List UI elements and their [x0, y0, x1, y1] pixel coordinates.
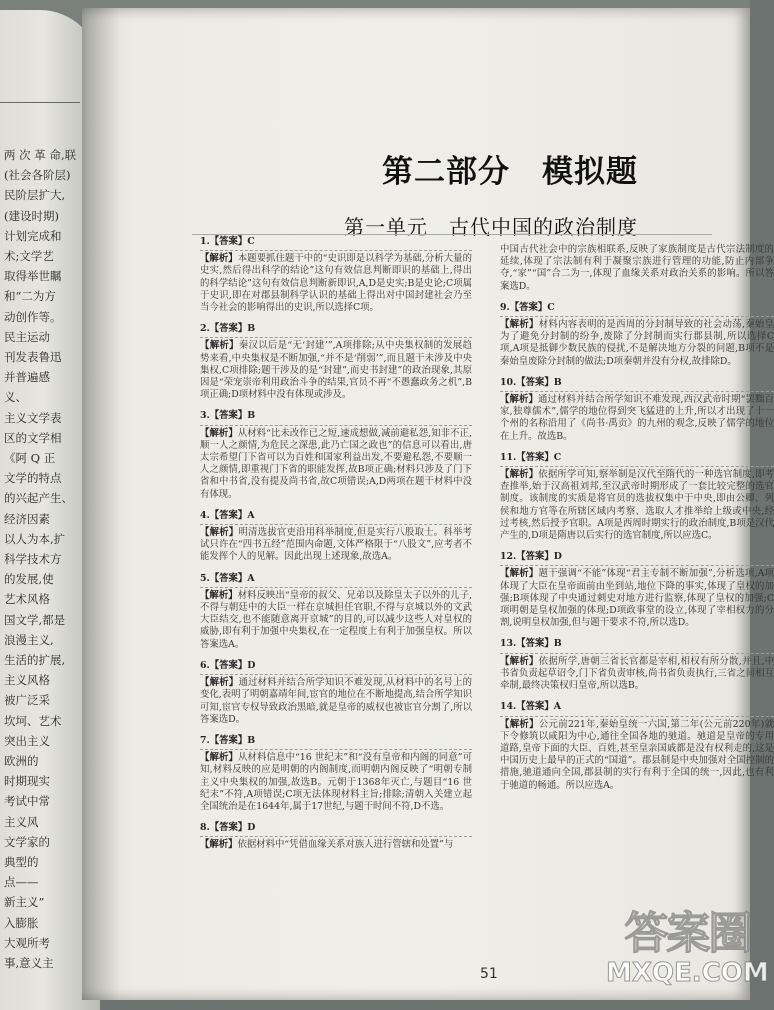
adjacent-page-text: 和“二为方	[4, 289, 56, 304]
analysis-text: 通过材料并结合所学知识不难发现,从材料中的名号上的变化,表明了明朝嘉靖年间,宦官的地位在不断地提高,结合所学知识可知,宦官专权导致政治黑暗,就是皇帝的威权也被宦官分割了,所以答案选D。	[200, 677, 472, 725]
analysis-text: 从材料“比未改作已之短,速成想做,减前避私怨,知非不正,顺一人之颜情,为危民之深患,此乃亡国之政也”的信息可以看出,唐太宗希望门下省可以为百姓和国家利益出发,不要避私怨,不要顺一人之颜情,即重视门下省的职能发挥,故B项正确;材料只涉及了门下省和中书省,没有提及尚书省,故C项错误;A,D两项在题干材料中没有体现。	[200, 427, 472, 500]
adjacent-page-text: (社会各阶层)	[4, 168, 71, 183]
book-page	[82, 8, 774, 1000]
adjacent-page-text: 典型的	[4, 855, 39, 869]
analysis-label: 【解析】	[200, 677, 239, 689]
adjacent-page-text: 生活的扩展,	[4, 653, 66, 667]
answer-key: 7.【答案】B	[200, 735, 472, 750]
adjacent-page-text: 欧洲的	[4, 754, 39, 768]
analysis-text: 从材料信息中“16 世纪末”和“没有皇帝和内阁的同意”可知,材料反映的应是明朝的内阁制度,而明朝内阁反映了“明朝专制主义中央集权的加强,故选B。元朝于1368年灭亡,与题目“16 世纪末”不符,A项错误;C项无法体现材料主旨;排除;清朝入关建立起全国统治是在1644年,属于17世纪,与题干时间不符,D不选。	[200, 752, 472, 812]
adjacent-page-text: 科学技术方	[4, 552, 62, 566]
answer-key: 9.【答案】C	[500, 302, 774, 317]
adjacent-page-text: 的发展,使	[4, 572, 54, 587]
adjacent-page-text: 文学家的	[4, 834, 50, 849]
adjacent-page-text: 并普遍感	[4, 370, 50, 385]
watermark-logo	[606, 908, 769, 988]
adjacent-page-text: 民阶层扩大,	[4, 188, 66, 203]
adjacent-page-text: 主义风	[4, 814, 39, 829]
adjacent-page-text: (建设时期)	[4, 208, 59, 223]
adjacent-page-text: 主义文学表	[4, 410, 62, 425]
answer-item	[200, 510, 472, 564]
answer-item	[200, 410, 472, 500]
analysis-text: 材料反映出“皇帝的叔父、兄弟以及除皇太子以外的儿子,不得与朝廷中的大臣一样在京城担任官职,不得与京城以外的文武大臣结交,也不能随意离开京城”的目的,可以减少这些人对皇权的威胁,即有利于加强中央集权,在一定程度上有利于加强皇权。所以答案选A。	[200, 589, 472, 650]
analysis-label: 【解析】	[500, 718, 539, 730]
adjacent-page-text: 义、	[4, 390, 27, 405]
answer-key: 6.【答案】D	[200, 660, 472, 675]
adjacent-page-text: 新主义”	[4, 895, 45, 910]
answer-key: 2.【答案】B	[200, 323, 472, 338]
analysis-text: 依据材料中“凭借血缘关系对族人进行管辖和处置”与	[237, 839, 454, 851]
analysis-label: 【解析】	[200, 340, 239, 352]
answer-item	[200, 323, 472, 401]
analysis-label: 【解析】	[200, 427, 238, 439]
analysis-label: 【解析】	[500, 568, 539, 580]
adjacent-page-text: 区的文学相	[4, 430, 62, 445]
answer-key: 13.【答案】B	[500, 638, 774, 653]
answer-key: 14.【答案】A	[500, 701, 774, 716]
page-number: 51	[480, 966, 498, 982]
adjacent-page-text: 浪漫主义,	[4, 632, 54, 647]
answer-item	[200, 735, 472, 813]
analysis-label: 【解析】	[200, 527, 239, 539]
analysis-text: 中国古代社会中的宗族相联系,反映了家族制度是古代宗法制度的延续,体现了宗法制有利于凝聚宗族进行管理的功能,防止内部争夺,“家”“国”合二为一,体现了血缘关系对政治关系的影响。所以答案选D。	[500, 244, 774, 292]
adjacent-page-text: 坎坷、艺术	[4, 713, 62, 728]
answer-key: 11.【答案】C	[500, 452, 774, 467]
adjacent-page-text: 主义风格	[4, 673, 50, 688]
adjacent-page-text: 艺术风格	[4, 592, 50, 607]
analysis-label: 【解析】	[500, 469, 539, 481]
analysis-label: 【解析】	[500, 394, 539, 406]
adjacent-page-text: 以人为本,扩	[4, 531, 66, 546]
watermark-url: MXQE.COM	[606, 958, 769, 988]
answer-item	[500, 452, 774, 542]
adjacent-page-text: 术;文学艺	[4, 249, 54, 263]
answer-item	[500, 244, 774, 293]
adjacent-page-text: 文学的特点	[4, 471, 62, 486]
adjacent-page-text: 突出主义	[4, 733, 50, 748]
answer-column-left	[200, 236, 472, 861]
answer-key: 8.【答案】D	[200, 822, 472, 837]
analysis-text: 依据所学可知,察举制是汉代至隋代的一种选官制度,即考查推举,始于汉高祖刘邦,至汉武帝时期形成了一套比较完整的选官制度。该制度的实质是将官员的选拔权集中于中央,即由公卿、列侯和地方官等在所辖区域内考察、选取人才推举给上级或中央,经过考核,然后授予官职。A项是西周时期实行的政治制度,B项是汉代产生的,D项是隋唐以后实行的选官制度,所以应选C。	[500, 469, 774, 542]
answer-key: 4.【答案】A	[200, 510, 472, 525]
answer-item	[200, 822, 472, 851]
adjacent-page-text: 计划完成和	[4, 228, 62, 243]
adjacent-page-text: 大观所考	[4, 935, 50, 950]
adjacent-page-text: 取得举世瞩	[4, 269, 62, 284]
answer-item	[200, 660, 472, 726]
answer-item	[500, 302, 774, 368]
analysis-text: 依据所学,唐朝三省长官都是宰相,相权有所分散,并且,中书省负责起草诏令,门下省负责审核,尚书省负责执行,三省之间相互牵制,最终决策权归皇帝,所以选B。	[500, 655, 774, 692]
answer-key: 10.【答案】B	[500, 377, 774, 392]
page-gutter-shadow	[82, 8, 120, 1000]
answer-item	[200, 573, 472, 651]
analysis-text: 通过材料并结合所学知识不难发现,西汉武帝时期“罢黜百家,独尊儒术”,儒学的地位得到突飞猛进的上升,所以才出现了十一个州的名称沿用了《尚书·禹贡》的九州的观念,反映了儒学的地位在上升。故选B。	[500, 394, 774, 442]
analysis-label: 【解析】	[200, 752, 239, 764]
adjacent-page-text: 两 次 革 命,联	[4, 148, 77, 162]
analysis-label: 【解析】	[500, 319, 539, 331]
analysis-label: 【解析】	[200, 839, 238, 851]
title-divider	[192, 234, 712, 235]
adjacent-page-text: 被广泛采	[4, 693, 50, 708]
analysis-label: 【解析】	[200, 253, 238, 265]
unit-title: 第一单元 古代中国的政治制度	[344, 215, 638, 239]
analysis-text: 题干强调“不能”体现“君主专制不断加强”,分析选项,A项体现了大臣在皇帝面前由坐到站,地位下降的事实,体现了皇权的加强;B项体现了中央通过刺史对地方进行监察,体现了皇权的加强;C项明朝是皇权加强的体现;D项政事堂的设立,体现了宰相权力的分割,说明皇权加强,但与题干要求不符,所以选D。	[500, 568, 774, 629]
adjacent-page-text: 《阿 Q 正	[4, 451, 56, 465]
adjacent-page-text: 经济因素	[4, 511, 50, 526]
part-title: 第二部分 模拟题	[382, 154, 638, 190]
adjacent-page-text: 点——	[4, 875, 39, 890]
adjacent-page-text: 时期现实	[4, 774, 50, 789]
answer-key: 3.【答案】B	[200, 410, 472, 425]
adjacent-page-text: 的兴起产生、	[4, 491, 73, 506]
analysis-text: 明清选拔官吏沿用科举制度,但是实行八股取士。科举考试只许在“四书五经”范围内命题,文体严格限于“八股文”,应考者不能发挥个人的见解。因此出现上述现象,故选A。	[200, 527, 472, 563]
answer-key: 1.【答案】C	[200, 236, 472, 251]
adjacent-page-text: 考试中常	[4, 794, 50, 809]
answer-item	[200, 236, 472, 314]
answer-item	[500, 638, 774, 692]
answer-column-right	[500, 244, 774, 801]
adjacent-page-text: 入膨胀	[4, 915, 39, 930]
analysis-text: 公元前221年,秦始皇统一六国,第二年(公元前220年)就下令修筑以咸阳为中心,通往全国各地的驰道。驰道是皇帝的专用道路,皇帝下面的大臣、百姓,甚至皇亲国戚都是没有权利走的,这是中国历史上最早的正式的“国道”。郡县制是中央加强对全国控制的措施,驰道通向全国,郡县制的实行有利于全国的统一,因此,也有利于驰道的畅通。所以应选A。	[500, 718, 774, 791]
answer-item	[500, 377, 774, 443]
answer-item	[500, 551, 774, 629]
answer-item	[500, 701, 774, 791]
adjacent-page-text: 刊发表鲁迅	[4, 350, 62, 364]
analysis-text: 材料内容表明的是西周的分封制导致的社会动荡,秦始皇为了避免分封制的纷争,废除了分封制而实行郡县制,所以选择C项,A项是抵御少数民族的侵扰,不是解决地方分裂的问题,B项不是秦始皇废除分封制的做法;D项秦朝并没有分权,故排除D。	[500, 319, 774, 367]
adjacent-page-text: 事,意义主	[4, 956, 54, 970]
watermark-cn: 答案圈	[624, 908, 751, 959]
adjacent-page-text: 民主运动	[4, 329, 50, 344]
analysis-text: 秦汉以后是“无‘封建’”,A项排除;从中央集权制的发展趋势来看,中央集权是不断加强,“并不是‘削弱’”,而且题干未涉及中央集权,C项排除;题干涉及的是“封建”,而史书封建”的政治现象,其原因是“荣宠崇帝利用政治斗争的结果,官员不再“不愚蠢政务之机”,B项正确;D项材料中没有体现或涉及。	[200, 340, 472, 401]
analysis-label: 【解析】	[500, 655, 539, 667]
answer-key: 5.【答案】A	[200, 573, 472, 588]
adjacent-page-rule	[0, 102, 80, 103]
adjacent-page-text: 国文学,都是	[4, 612, 66, 627]
answer-key: 12.【答案】D	[500, 551, 774, 566]
analysis-label: 【解析】	[200, 589, 238, 601]
analysis-text: 本题要抓住题干中的“史识即是以科学为基础,分析大量的史实,然后得出科学的结论”这句有效信息判断即识的基础上,得出的科学结论”这句有效信息判断新即识,A,D是史实;B是史论;C项属于史识,即在对郡县制科学认识的基础上得出对中国封建社会乃至当今社会的影响得出的史识,所以选择C项。	[200, 253, 472, 314]
adjacent-page-text: 动创作等。	[4, 309, 62, 324]
